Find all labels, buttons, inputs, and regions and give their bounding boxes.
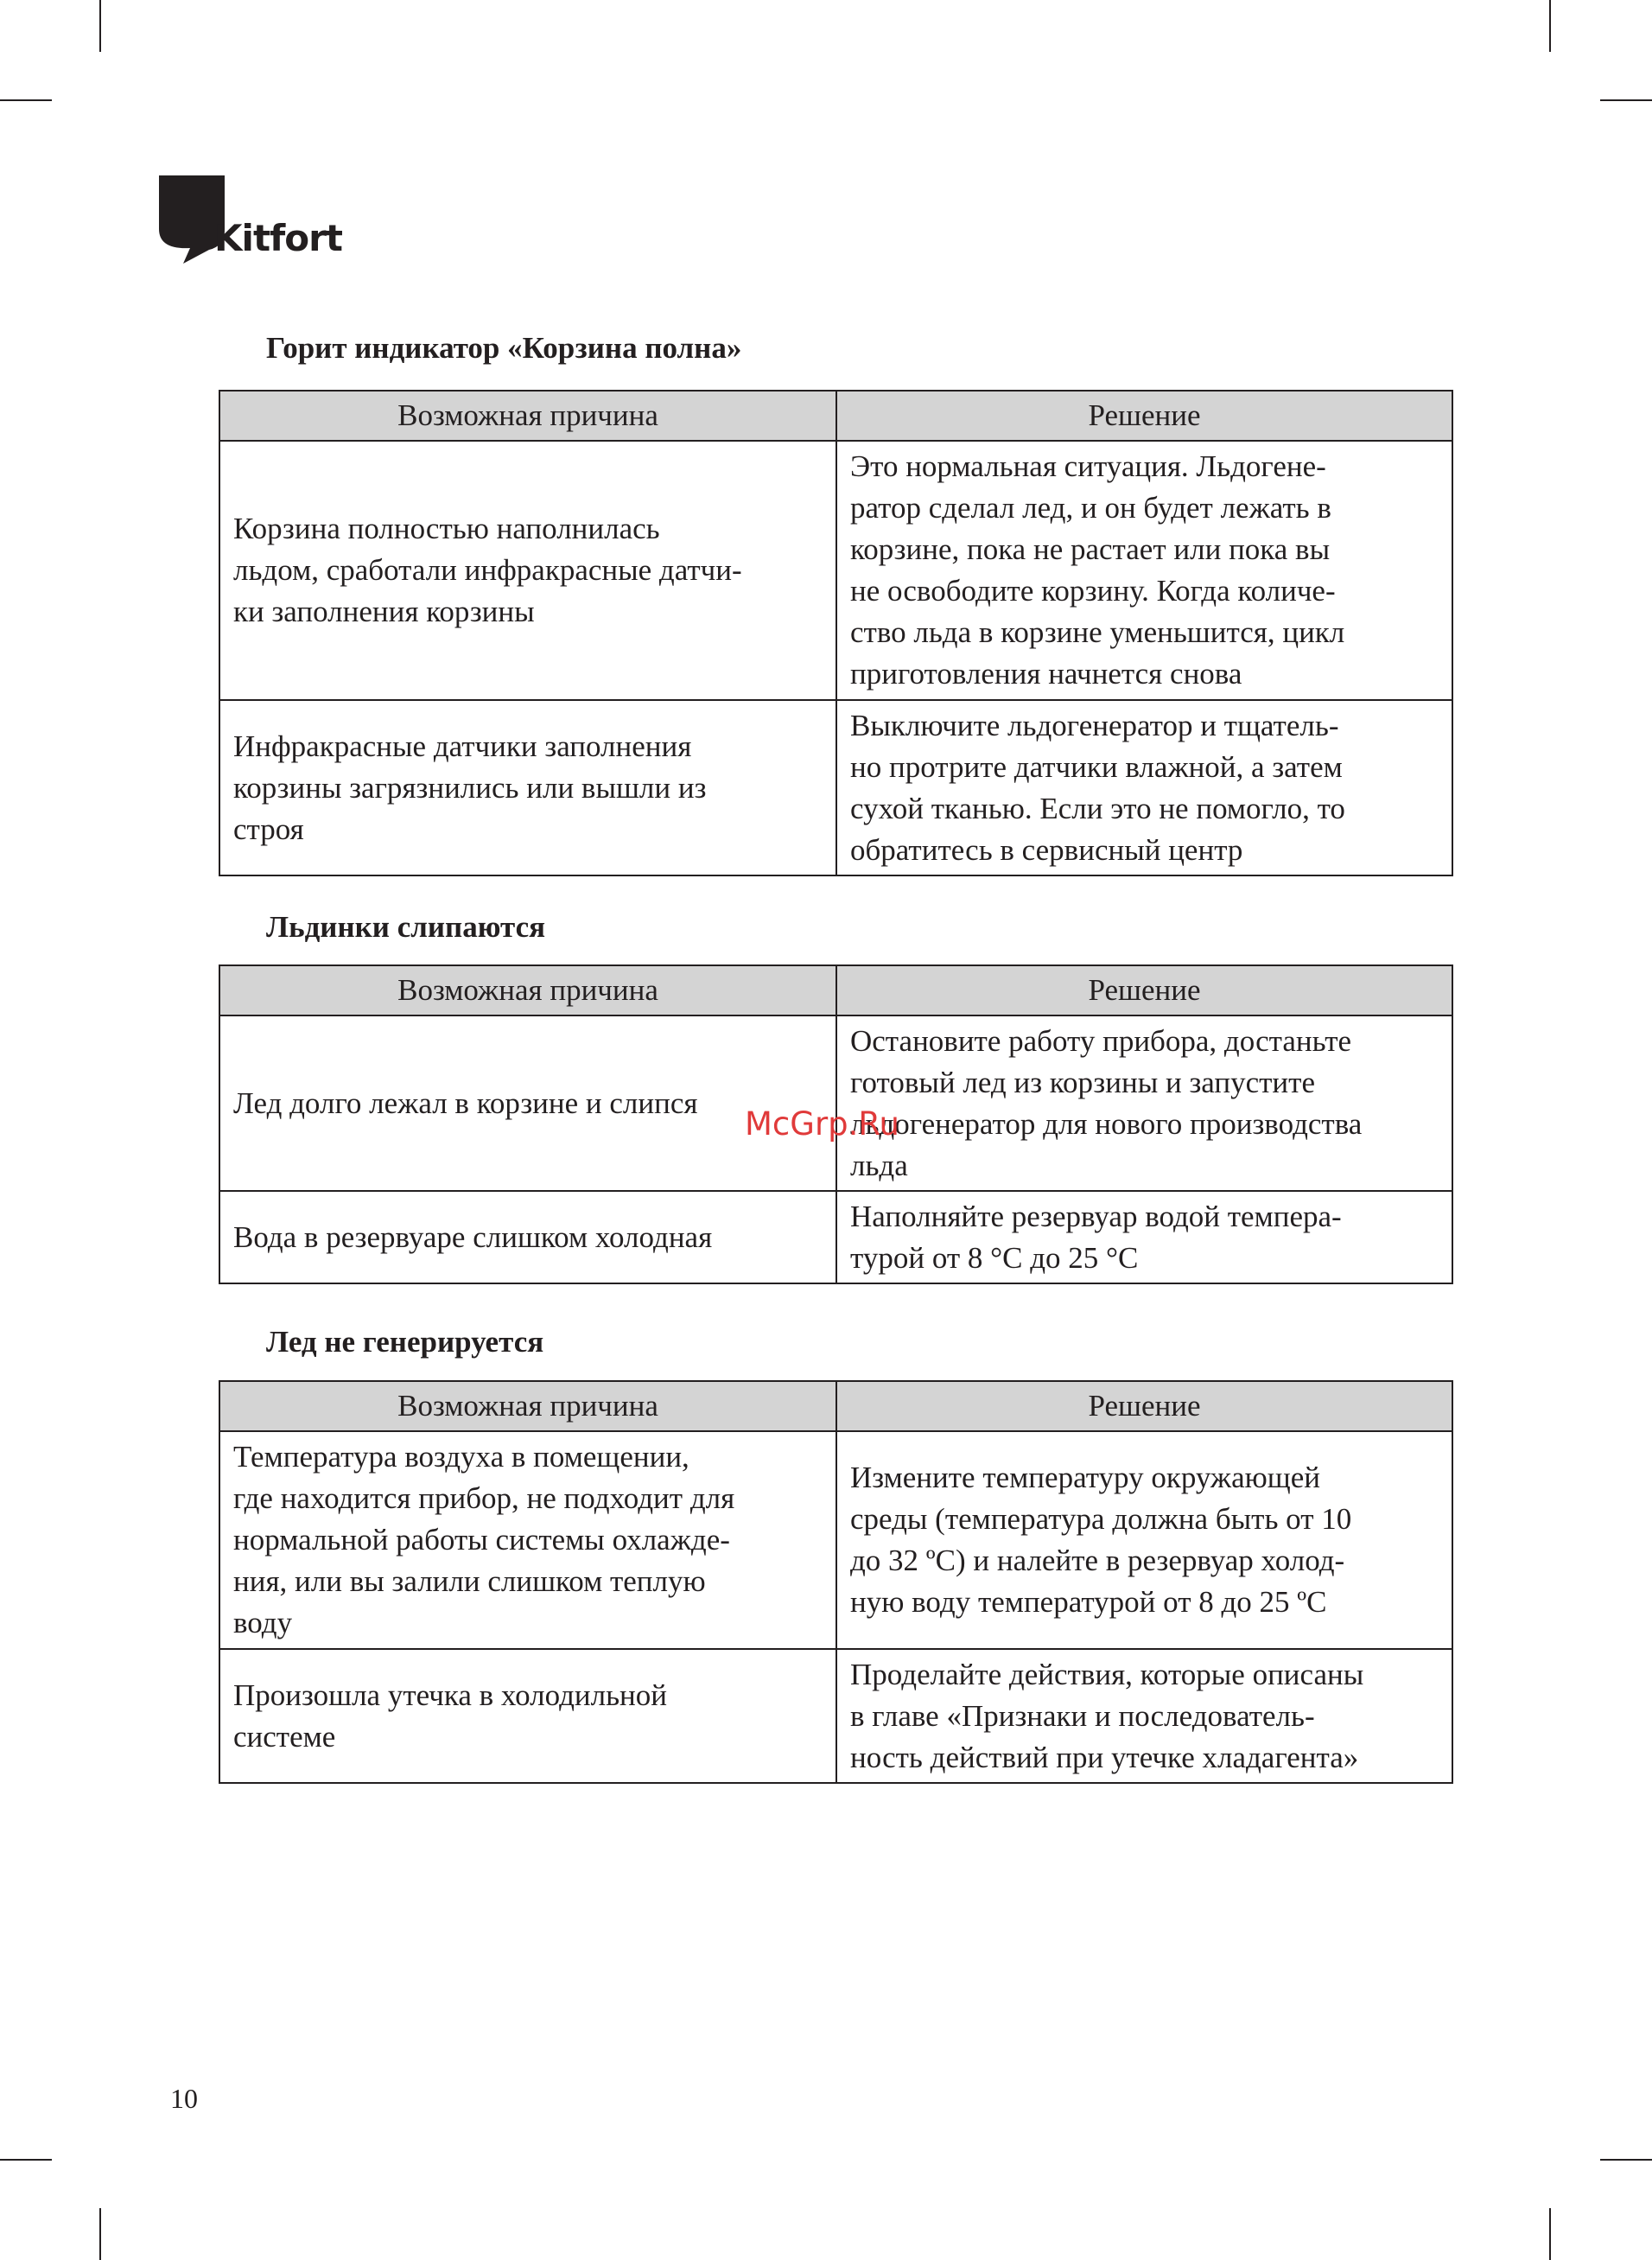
solution-cell [836, 1431, 1452, 1649]
header-solution: Решение [836, 1381, 1452, 1431]
table-row [219, 700, 1452, 875]
cause-text: Вода в резервуаре слишком холодная [233, 1219, 713, 1254]
solution-cell [836, 441, 1452, 700]
cause-text: Инфракрасные датчики заполнения корзины загрязнились или вышли из строя [233, 729, 707, 846]
table-row [219, 1431, 1452, 1649]
watermark: McGrp.Ru [745, 1105, 899, 1143]
solution-cell [836, 1649, 1452, 1783]
table-header-row [219, 965, 1452, 1015]
header-cause: Возможная причина [219, 391, 836, 441]
header-cause: Возможная причина [219, 965, 836, 1015]
crop-mark [99, 0, 101, 52]
table-row [219, 1649, 1452, 1783]
table-row [219, 441, 1452, 700]
crop-mark [1600, 99, 1652, 101]
header-solution: Решение [836, 965, 1452, 1015]
crop-mark [99, 2208, 101, 2260]
crop-mark [1549, 2208, 1551, 2260]
cause-cell [219, 1431, 836, 1649]
cause-cell [219, 1649, 836, 1783]
solution-text: Это нормальная ситуация. Льдогене- ратор сделал лед, и он будет лежать в корзине, пока не растает или пока вы не освободите корзину. Когда количе- ство льда в корзине уменьшится, цикл приготовления начнется снова [850, 449, 1345, 691]
solution-cell [836, 1015, 1452, 1191]
cause-cell [219, 441, 836, 700]
solution-text: Наполняйте резервуар водой темпера- турой от 8 °С до 25 °С [850, 1199, 1342, 1275]
cause-cell [219, 700, 836, 875]
table-header-row [219, 391, 1452, 441]
crop-mark [0, 2159, 52, 2161]
cause-cell [219, 1191, 836, 1283]
brand-name: Kitfort [214, 217, 342, 259]
table-row [219, 1191, 1452, 1283]
section-title: Горит индикатор «Корзина полна» [266, 331, 742, 365]
solution-text: Выключите льдогенератор и тщатель- но протрите датчики влажной, а затем сухой тканью. Если это не помогло, то обратитесь в сервисный центр [850, 708, 1345, 867]
table-header-row [219, 1381, 1452, 1431]
cause-text: Температура воздуха в помещении, где находится прибор, не подходит для нормальной работы системы охлажде- ния, или вы залили слишком теплую воду [233, 1440, 735, 1639]
crop-mark [1549, 0, 1551, 52]
header-cause: Возможная причина [219, 1381, 836, 1431]
troubleshooting-table [219, 1380, 1453, 1784]
solution-text: Остановите работу прибора, достаньте готовый лед из корзины и запустите льдогенератор для нового производства льда [850, 1023, 1363, 1182]
cause-text: Произошла утечка в холодильной системе [233, 1677, 668, 1754]
solution-text: Проделайте действия, которые описаны в главе «Признаки и последователь- ность действий при утечке хладагента» [850, 1657, 1364, 1774]
section-title: Лед не генерируется [266, 1325, 544, 1359]
troubleshooting-table [219, 390, 1453, 876]
section-title: Льдинки слипаются [266, 910, 546, 944]
solution-cell [836, 700, 1452, 875]
solution-cell [836, 1191, 1452, 1283]
cause-text: Корзина полностью наполнилась льдом, сработали инфракрасные датчи- ки заполнения корзины [233, 512, 742, 628]
brand-logo [157, 175, 382, 271]
crop-mark [0, 99, 52, 101]
page-number: 10 [170, 2083, 198, 2114]
cause-text: Лед долго лежал в корзине и слипся [233, 1085, 698, 1120]
cause-cell [219, 1015, 836, 1191]
header-solution: Решение [836, 391, 1452, 441]
crop-mark [1600, 2159, 1652, 2161]
solution-text: Измените температуру окружающей среды (температура должна быть от 10 до 32 ºС) и налейте в резервуар холод- ную воду температурой от 8 до 25 ºС [850, 1461, 1352, 1619]
table-row [219, 1015, 1452, 1191]
